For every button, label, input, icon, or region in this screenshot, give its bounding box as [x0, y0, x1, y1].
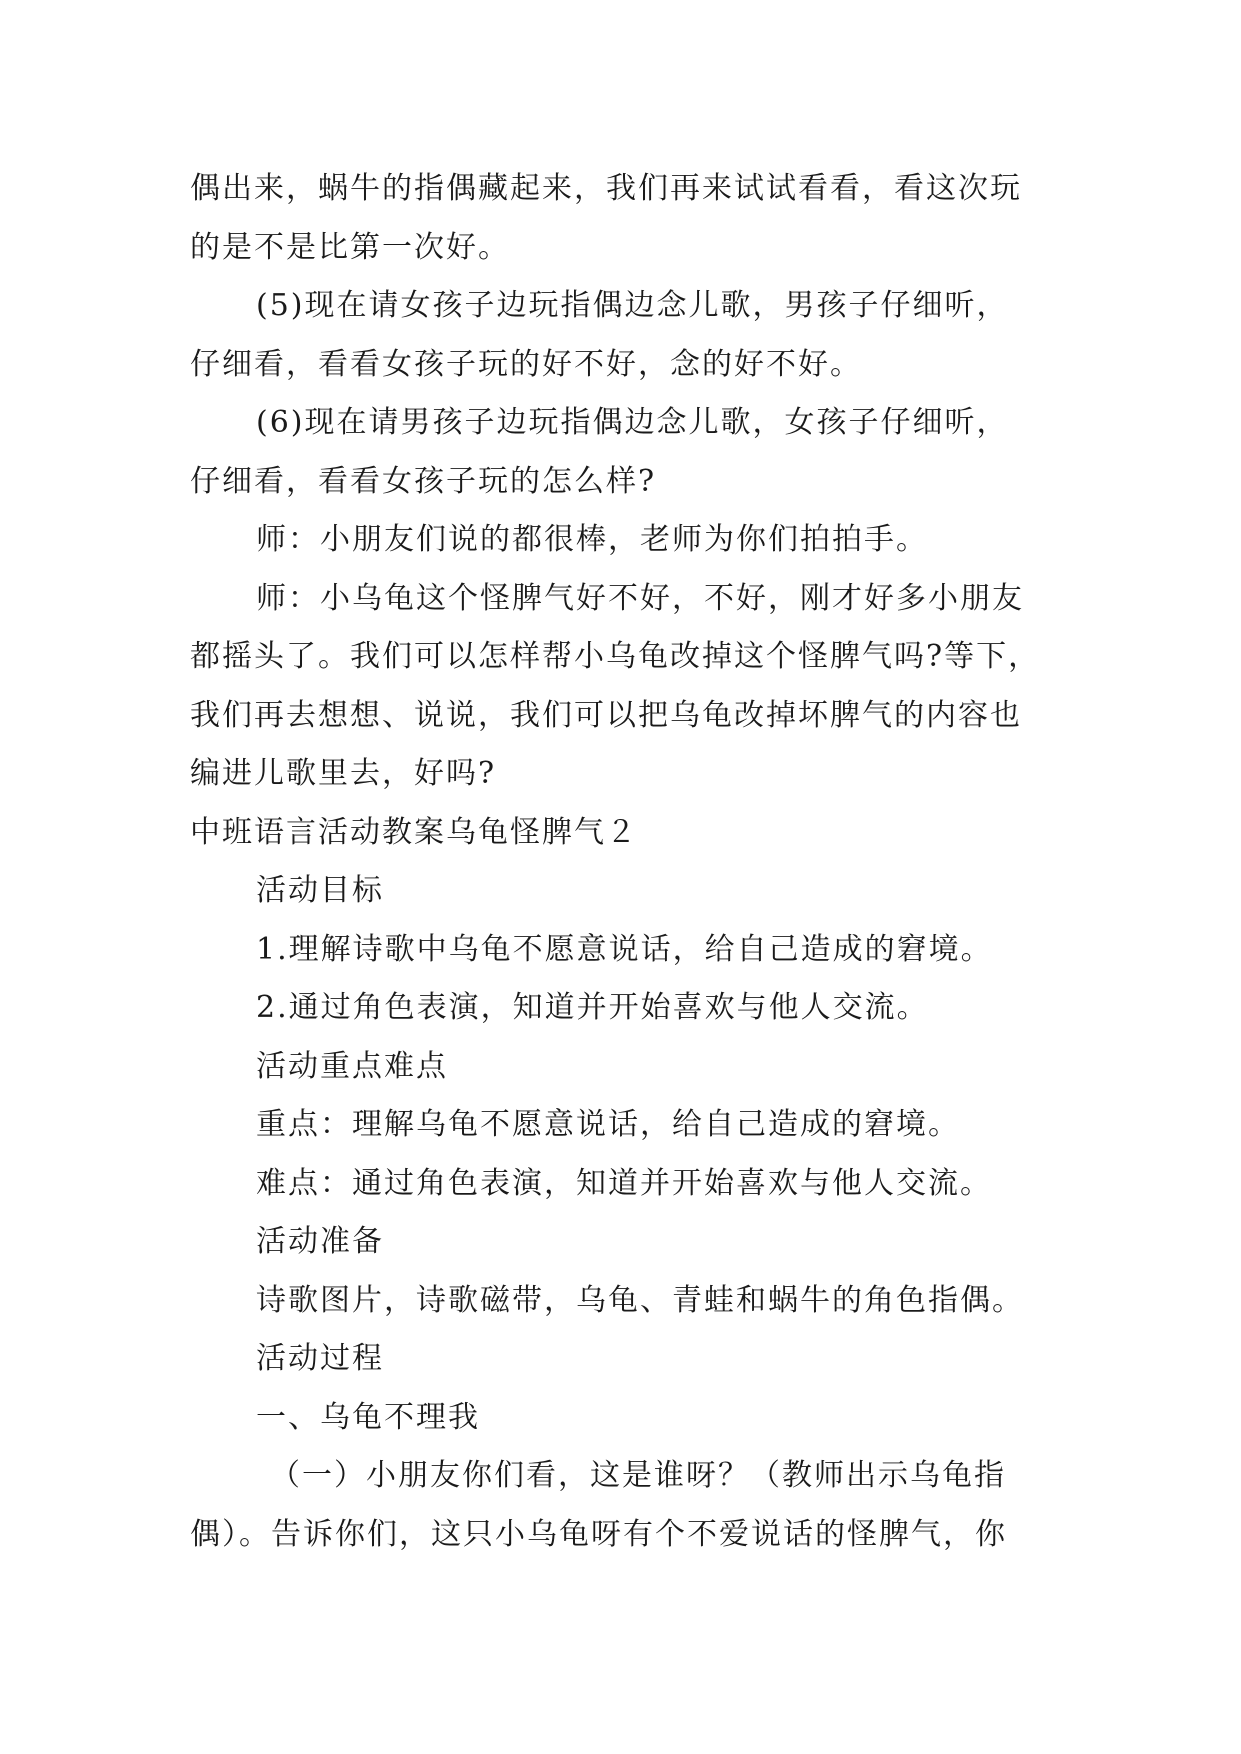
text-line: (5)现在请女孩子边玩指偶边念儿歌，男孩子仔细听， [256, 288, 1009, 323]
subsection-heading: 活动准备 [256, 1224, 384, 1259]
step-heading: 一、乌龟不理我 [256, 1399, 480, 1435]
text-line: (6)现在请男孩子边玩指偶边念儿歌，女孩子仔细听， [256, 405, 1009, 440]
text-line: 我们再去想想、说说，我们可以把乌龟改掉坏脾气的内容也 [190, 697, 1022, 733]
text-line: 都摇头了。我们可以怎样帮小乌龟改掉这个怪脾气吗?等下， [190, 639, 1041, 674]
text-line: 师：小乌龟这个怪脾气好不好，不好，刚才好多小朋友 [256, 580, 1024, 616]
text-line: 难点：通过角色表演，知道并开始喜欢与他人交流。 [256, 1165, 992, 1201]
text-line: 诗歌图片，诗歌磁带，乌龟、青蛙和蜗牛的角色指偶。 [256, 1282, 1024, 1318]
text-line: 重点：理解乌龟不愿意说话，给自己造成的窘境。 [256, 1107, 960, 1142]
document-body [190, 160, 1070, 1564]
subsection-heading: 活动重点难点 [256, 1048, 448, 1084]
text-line: 师：小朋友们说的都很棒，老师为你们拍拍手。 [256, 522, 928, 557]
text-line: 的是不是比第一次好。 [190, 229, 510, 265]
text-line: 仔细看，看看女孩子玩的好不好，念的好不好。 [190, 346, 862, 382]
section-title: 中班语言活动教案乌龟怪脾气２ [190, 814, 638, 850]
subsection-heading: 活动过程 [256, 1341, 384, 1376]
text-line: 偶）。告诉你们，这只小乌龟呀有个不爱说话的怪脾气，你 [190, 1516, 1007, 1552]
list-item: 1.理解诗歌中乌龟不愿意说话，给自己造成的窘境。 [256, 931, 993, 967]
list-item: 2.通过角色表演，知道并开始喜欢与他人交流。 [256, 990, 929, 1025]
text-line: 编进儿歌里去，好吗? [190, 756, 497, 791]
text-line: 偶出来，蜗牛的指偶藏起来，我们再来试试看看，看这次玩 [190, 171, 1022, 206]
text-line: （一）小朋友你们看，这是谁呀？（教师出示乌龟指 [270, 1458, 1006, 1493]
subsection-heading: 活动目标 [256, 873, 384, 908]
text-line: 仔细看，看看女孩子玩的怎么样? [190, 463, 657, 499]
